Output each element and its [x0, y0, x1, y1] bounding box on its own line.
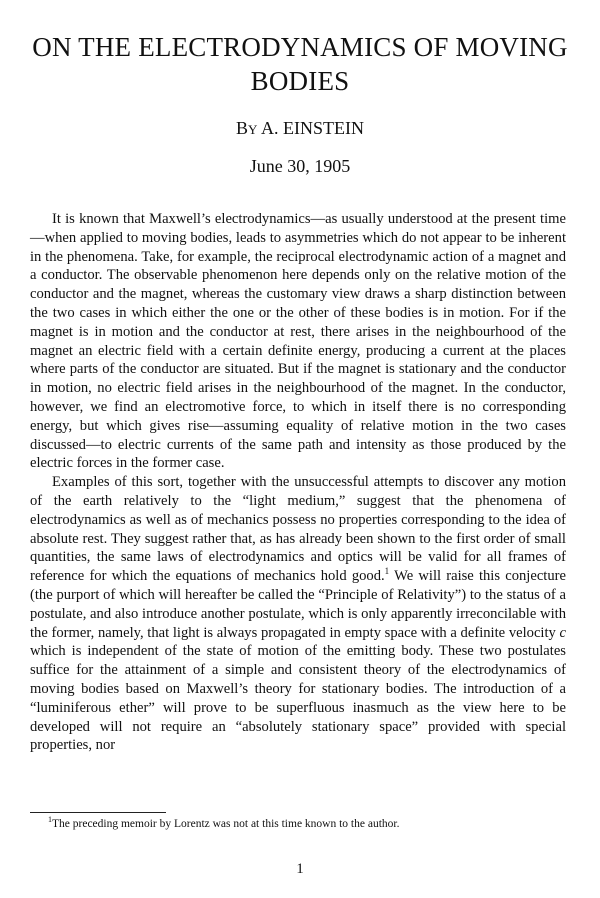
paragraph-2-text-a: Examples of this sort, together with the unsuccessful attempts to discover any motion of the earth relatively to the “light medium,” suggest that the phenomena of electrodynamics as well as of mechanics possess no properties corresponding to the idea of absolute rest. They suggest rather that, as has already been shown to the first order of small quantities, the same laws of electrodynamics and optics will be valid for all frames of reference for which the equations of mechanics hold good. [30, 474, 566, 585]
footnote-divider [30, 812, 166, 813]
paragraph-1: It is known that Maxwell’s electrodynamics—as usually understood at the present time—when applied to moving bodies, leads to asymmetries which do not appear to be inherent in the phenomena. Take, for example, the reciprocal electrodynamic action of a magnet and a conductor. The observable phenomenon here depends only on the relative motion of the conductor and the magnet, whereas the customary view draws a sharp distinction between the two cases in which either the one or the other of these bodies is in motion. For if the magnet is in motion and the conductor at rest, there arises in the neighbourhood of the magnet an electric field with a certain definite energy, producing a current at the places where parts of the conductor are situated. But if the magnet is stationary and the conductor in motion, no electric field arises in the neighbourhood of the magnet. In the conductor, however, we find an electromotive force, to which in itself there is no corresponding energy, but which gives rise—assuming equality of relative motion in the two cases discussed—to electric currents of the same path and intensity as those produced by the electric forces in the former case. [30, 211, 566, 472]
author-name: A. EINSTEIN [260, 118, 364, 138]
author-prefix: By [236, 118, 258, 138]
page-number: 1 [296, 861, 304, 877]
footnote-text: The preceding memoir by Lorentz was not at this time known to the author. [52, 818, 400, 830]
footnote [48, 817, 568, 831]
footnote-number: 1 [48, 815, 52, 825]
author-line [0, 117, 600, 139]
paragraph-2-text-c: which is independent of the state of motion of the emitting body. These two postulates suffice for the attainment of a simple and consistent theory of the electrodynamics of moving bodies based on Maxwell’s theory for stationary bodies. The introduction of a “luminiferous ether” will prove to be superfluous inasmuch as the view here to be developed will not require an “absolutely stationary space” provided with special properties, nor [30, 643, 566, 754]
paragraph-2-text-b: We will raise this conjecture (the purport of which will hereafter be called the “Principle of Relativity”) to the status of a postulate, and also introduce another postulate, which is only apparently irreconcilable with the former, namely, that light is always propagated in empty space with a definite velocity [30, 568, 566, 641]
body-text [30, 210, 566, 755]
paper-title: ON THE ELECTRODYNAMICS OF MOVING BODIES [32, 32, 568, 96]
paragraph-2 [30, 473, 566, 755]
velocity-symbol: c [559, 624, 566, 641]
footnote-reference[interactable]: 1 [384, 566, 390, 577]
paper-date: June 30, 1905 [249, 156, 351, 176]
